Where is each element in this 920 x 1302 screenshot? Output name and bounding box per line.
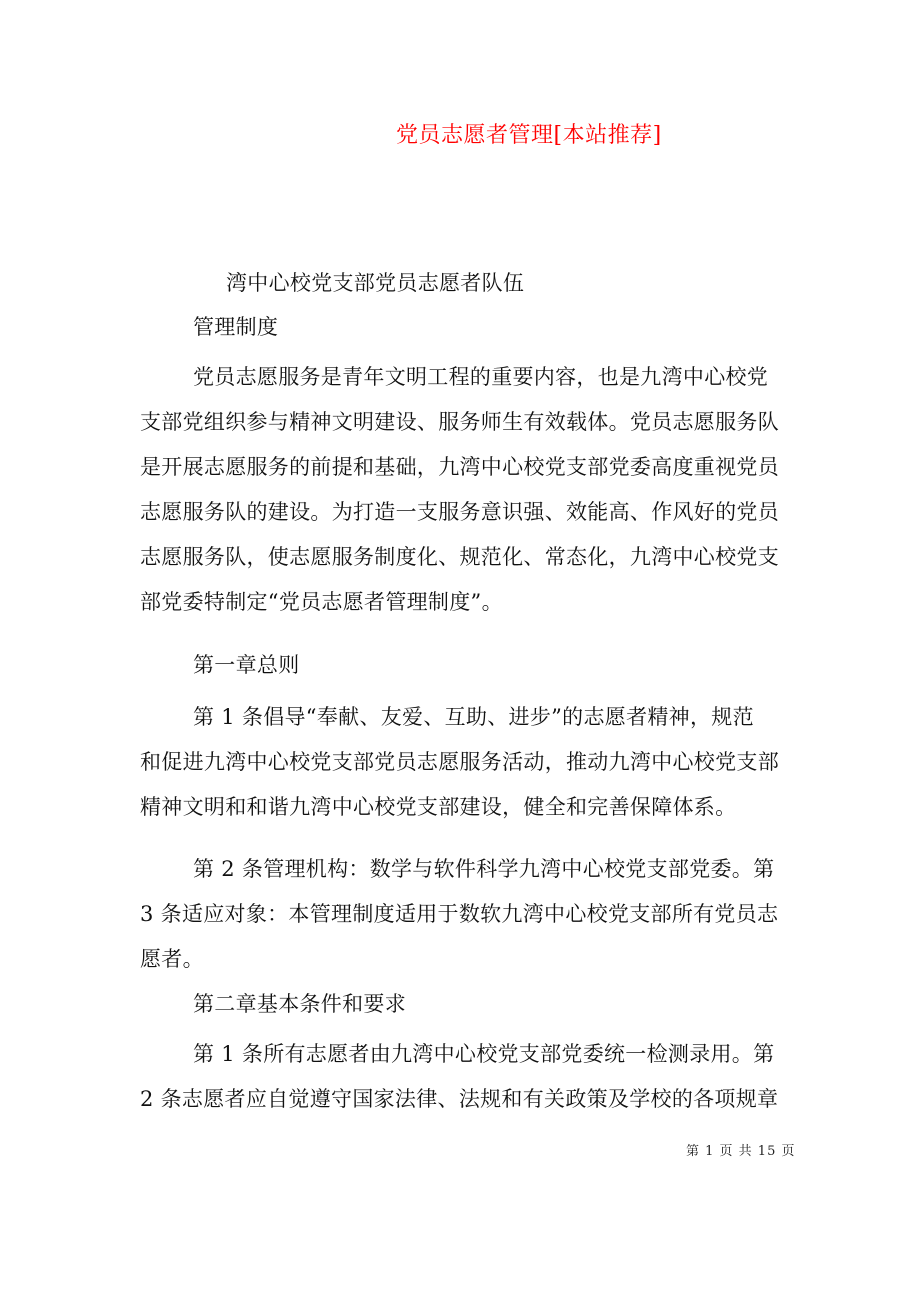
chapter-heading: 第二章基本条件和要求 [193,992,406,1016]
document-title: 党员志愿者管理[本站推荐] [396,123,662,148]
subtitle-line-1: 湾中心校党支部党员志愿者队伍 [226,271,525,295]
paragraph-line: 第 1 条倡导“奉献、友爱、互助、进步”的志愿者精神，规范 [193,705,754,729]
paragraph-line: 志愿服务队，使志愿服务制度化、规范化、常态化，九湾中心校党支 [140,545,779,569]
paragraph-line: 志愿服务队的建设。为打造一支服务意识强、效能高、作风好的党员 [140,500,779,524]
paragraph-line: 2 条志愿者应自觉遵守国家法律、法规和有关政策及学校的各项规章 [140,1087,779,1111]
paragraph-line: 党员志愿服务是青年文明工程的重要内容，也是九湾中心校党 [193,365,769,389]
chapter-heading: 第一章总则 [193,653,300,677]
paragraph-line: 支部党组织参与精神文明建设、服务师生有效载体。党员志愿服务队 [140,410,779,434]
paragraph-line: 精神文明和和谐九湾中心校党支部建设，健全和完善保障体系。 [140,795,737,819]
paragraph-line: 第 2 条管理机构：数学与软件科学九湾中心校党支部党委。第 [193,857,775,881]
paragraph-line: 3 条适应对象：本管理制度适用于数软九湾中心校党支部所有党员志 [140,902,779,926]
paragraph-line: 和促进九湾中心校党支部党员志愿服务活动，推动九湾中心校党支部 [140,750,779,774]
paragraph-line: 是开展志愿服务的前提和基础，九湾中心校党支部党委高度重视党员 [140,455,779,479]
paragraph-line: 第 1 条所有志愿者由九湾中心校党支部党委统一检测录用。第 [193,1042,775,1066]
paragraph-line: 愿者。 [140,947,204,971]
paragraph-line: 部党委特制定“党员志愿者管理制度”。 [140,590,503,614]
page-number: 第 1 页 共 15 页 [686,1144,796,1159]
subtitle-line-2: 管理制度 [193,315,279,339]
